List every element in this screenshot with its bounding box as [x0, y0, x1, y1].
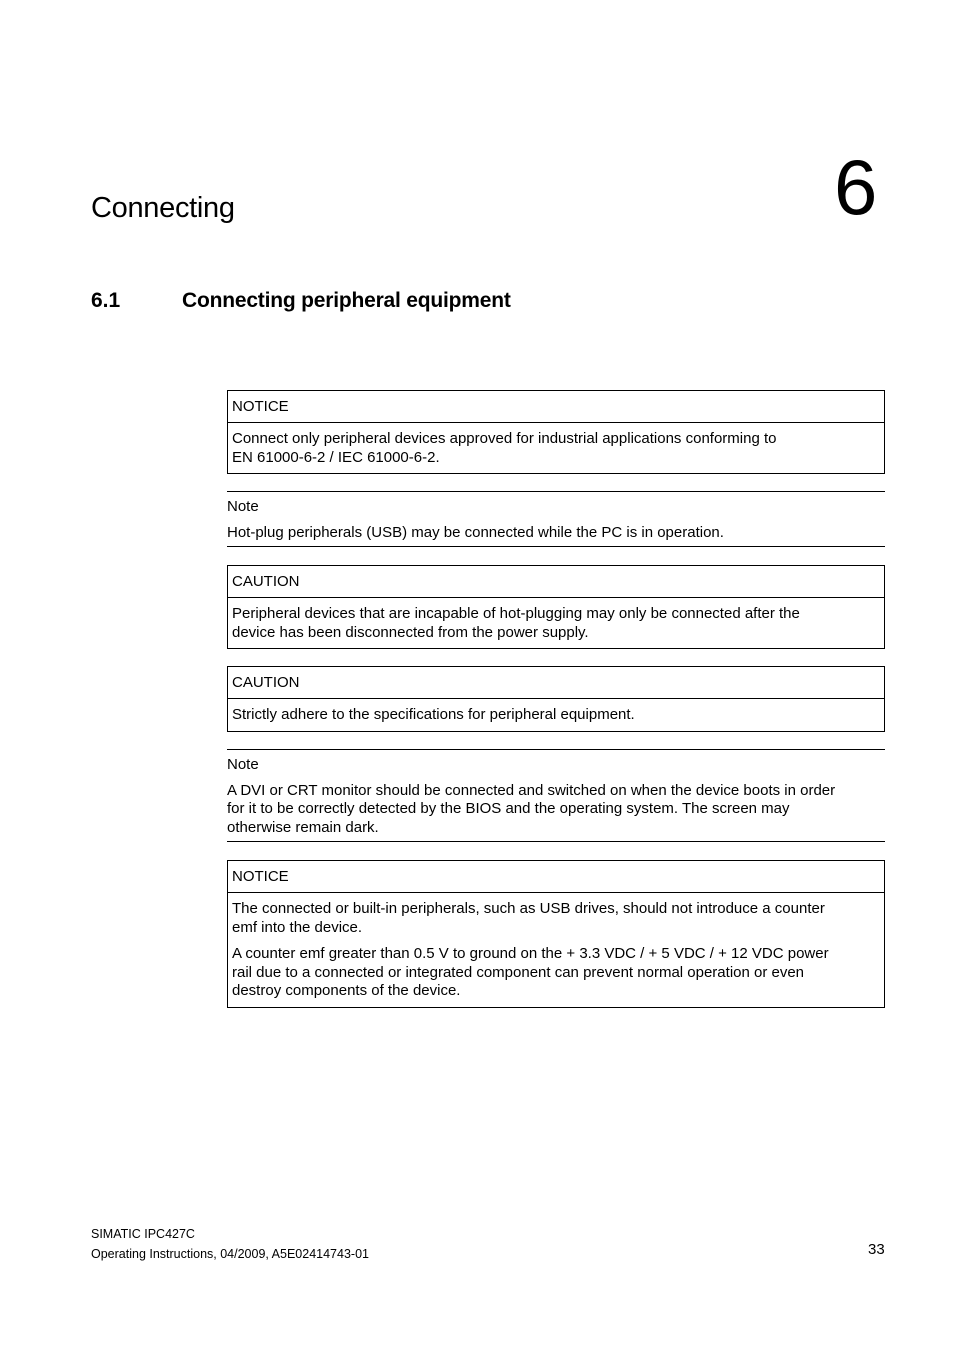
note-text: Hot-plug peripherals (USB) may be connected while the PC is in operation. — [227, 523, 724, 541]
notice-line: destroy components of the device. — [232, 982, 461, 999]
caution-body — [228, 699, 884, 731]
notice-heading: NOTICE — [228, 391, 884, 423]
notice-line: The connected or built-in peripherals, such as USB drives, should not introduce a counter — [232, 900, 825, 917]
caution-line: device has been disconnected from the power supply. — [232, 623, 589, 641]
chapter-title: Connecting — [91, 192, 235, 224]
section-title: Connecting peripheral equipment — [182, 289, 511, 312]
footer-info — [91, 1224, 369, 1264]
caution-body — [228, 598, 884, 648]
footer-product: SIMATIC IPC427C — [91, 1227, 195, 1241]
note-heading: Note — [227, 498, 259, 515]
note-line: otherwise remain dark. — [227, 818, 379, 836]
notice-box-2 — [227, 860, 885, 1008]
caution-heading: CAUTION — [228, 566, 884, 598]
chapter-number: 6 — [834, 143, 878, 231]
caution-heading: CAUTION — [228, 667, 884, 699]
note-heading: Note — [227, 756, 259, 773]
notice-body — [228, 423, 884, 473]
caution-line: Peripheral devices that are incapable of hot-plugging may only be connected after the — [232, 605, 800, 622]
notice-paragraph — [232, 900, 880, 937]
note-line: for it to be correctly detected by the BIOS and the operating system. The screen may — [227, 800, 790, 817]
note-block-1 — [227, 491, 885, 547]
notice-line: EN 61000-6-2 / IEC 61000-6-2. — [232, 448, 440, 466]
note-text — [227, 782, 885, 842]
caution-box-1 — [227, 565, 885, 649]
notice-line: rail due to a connected or integrated component can prevent normal operation or even — [232, 963, 805, 981]
notice-heading: NOTICE — [228, 861, 884, 893]
notice-line: A counter emf greater than 0.5 V to ground on the + 3.3 VDC / + 5 VDC / + 12 VDC power — [232, 945, 829, 962]
note-block-2 — [227, 749, 885, 842]
notice-box-1 — [227, 390, 885, 474]
page-number: 33 — [868, 1241, 885, 1258]
footer-doc: Operating Instructions, 04/2009, A5E02414743-01 — [91, 1247, 369, 1261]
caution-box-2 — [227, 666, 885, 732]
caution-text: Strictly adhere to the specifications for peripheral equipment. — [232, 706, 635, 723]
notice-line: emf into the device. — [232, 918, 363, 936]
notice-body — [228, 893, 884, 1007]
section-number: 6.1 — [91, 289, 121, 312]
note-line: A DVI or CRT monitor should be connected and switched on when the device boots in order — [227, 781, 836, 799]
notice-paragraph — [232, 945, 880, 1001]
notice-line: Connect only peripheral devices approved for industrial applications conforming to — [232, 430, 777, 447]
